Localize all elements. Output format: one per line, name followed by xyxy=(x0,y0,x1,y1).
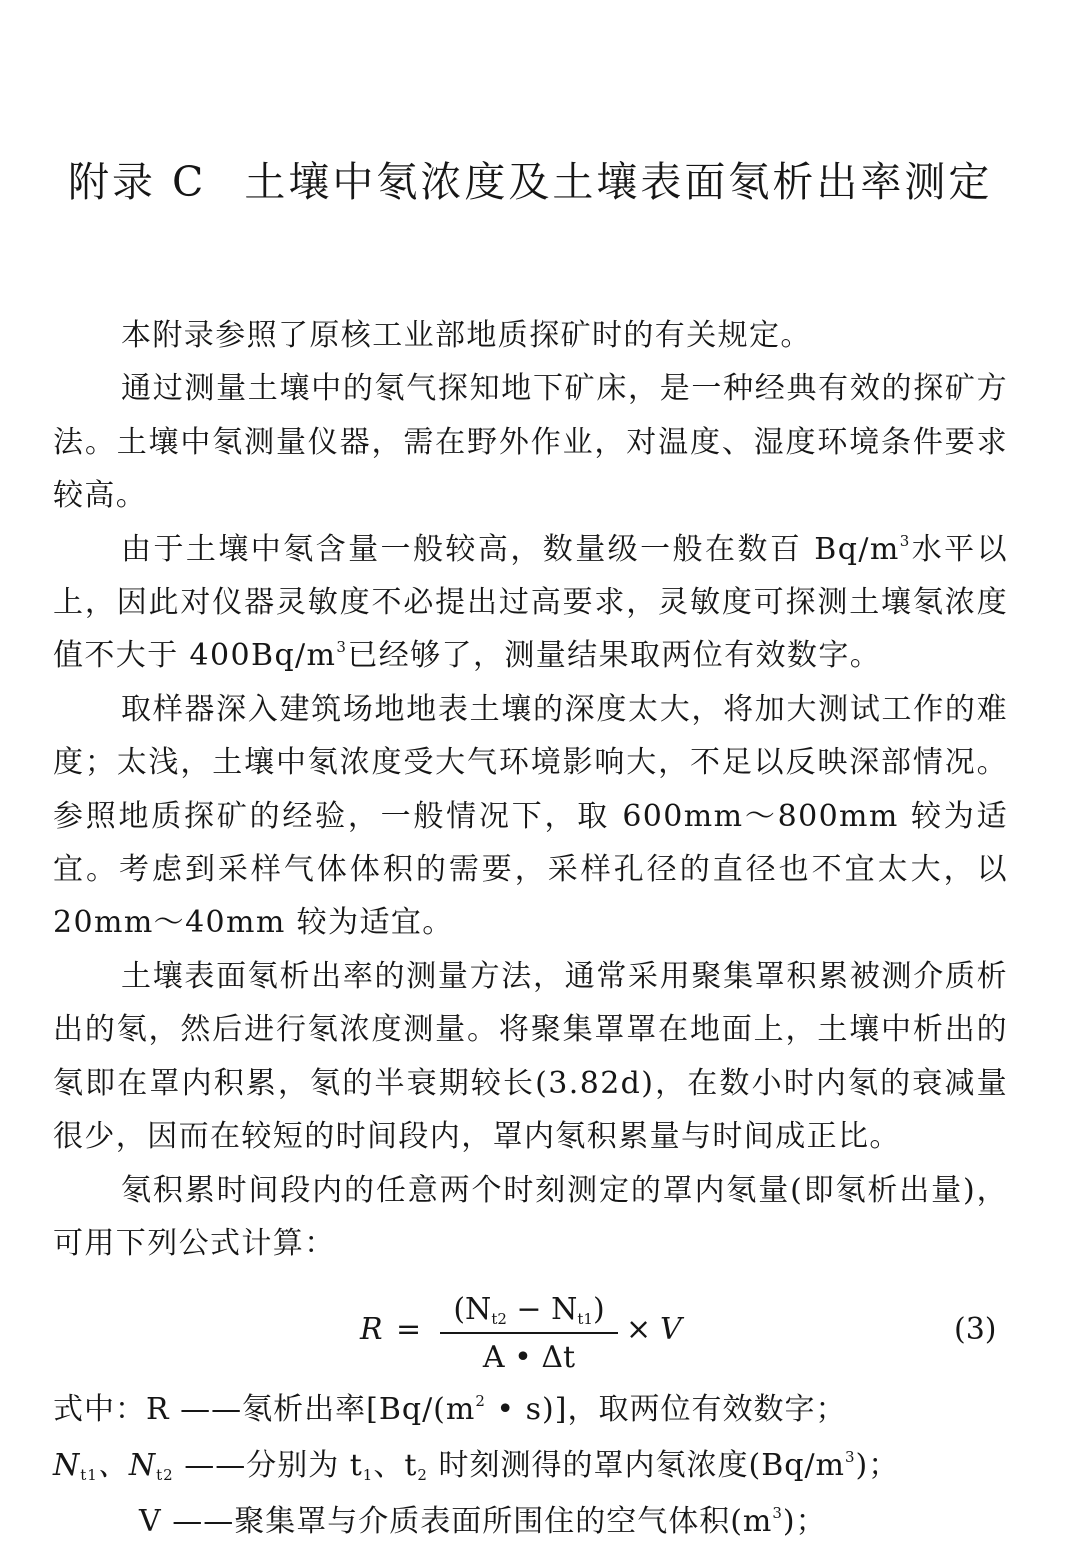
definition-n-dash: ——分别为 t xyxy=(173,1448,363,1483)
subscript-t2: t2 xyxy=(491,1310,507,1328)
symbol-n-sep: 、N xyxy=(97,1448,157,1483)
paragraph-3-part-c: 已经够了，测量结果取两位有效数字。 xyxy=(347,638,882,674)
formula-numerator xyxy=(440,1290,618,1330)
symbol-n: N xyxy=(53,1448,81,1483)
subscript-1: 1 xyxy=(362,1466,374,1484)
definition-n-tail: )； xyxy=(855,1448,900,1483)
definition-v-tail: )； xyxy=(782,1504,827,1539)
definition-r-text: 氡析出率[Bq/(m xyxy=(242,1392,476,1427)
numerator-minus: − N xyxy=(506,1292,578,1327)
definition-n xyxy=(53,1438,1008,1494)
paragraph-1: 本附录参照了原核工业部地质探矿时的有关规定。 xyxy=(121,318,812,353)
definition-v-label: V —— xyxy=(139,1504,235,1539)
definition-r xyxy=(53,1382,1008,1438)
definition-r-tail: • s)]，取两位有效数字； xyxy=(485,1392,847,1427)
superscript-3: 3 xyxy=(899,531,911,550)
definition-n-text: 时刻测得的罩内氡浓度(Bq/m xyxy=(427,1448,845,1483)
definition-v-text: 聚集罩与介质表面所围住的空气体积(m xyxy=(234,1504,773,1539)
definition-r-label: 式中：R —— xyxy=(53,1392,243,1427)
appendix-label: 附录 C xyxy=(68,158,207,206)
paragraph-3-part-b: 水平以上，因此对仪器灵敏度不必提出过高要求，灵敏度可探测土壤氡浓度值不大于 400Bq/m xyxy=(53,531,1008,674)
equation-number: (3) xyxy=(954,1312,997,1347)
definition-n-mid: 、t xyxy=(373,1448,418,1483)
paragraph-6: 氡积累时间段内的任意两个时刻测定的罩内氡量(即氡析出量)，可用下列公式计算： xyxy=(53,1172,1008,1261)
paragraph-3 xyxy=(53,523,1008,683)
appendix-title xyxy=(68,150,1008,214)
subscript-2: 2 xyxy=(417,1466,428,1484)
paragraph-3-part-a: 由于土壤中氡含量一般较高，数量级一般在数百 Bq/m xyxy=(121,531,900,567)
numerator-open: (N xyxy=(453,1292,492,1327)
superscript-2: 2 xyxy=(475,1392,486,1410)
subscript-t1: t1 xyxy=(80,1466,98,1484)
definition-v xyxy=(53,1494,1008,1550)
formula-equals: = xyxy=(396,1312,422,1347)
superscript-3: 3 xyxy=(772,1504,783,1522)
paragraph-5: 土壤表面氡析出率的测量方法，通常采用聚集罩积累被测介质析出的氡，然后进行氡浓度测量。将聚集罩罩在地面上，土壤中析出的氡即在罩内积累，氡的半衰期较长(3.82d)，在数小时内氡的衰减量很少，因而在较短的时间段内，罩内氡积累量与时间成正比。 xyxy=(53,958,1008,1155)
formula-times: × xyxy=(626,1312,652,1347)
fraction-bar xyxy=(440,1332,618,1334)
appendix-title-text: 土壤中氡浓度及土壤表面氡析出率测定 xyxy=(244,158,993,206)
numerator-close: ) xyxy=(592,1292,605,1327)
body-text xyxy=(53,309,1008,1270)
subscript-t2: t2 xyxy=(156,1466,174,1484)
formula-lhs: R xyxy=(360,1312,383,1347)
superscript-3: 3 xyxy=(336,638,348,657)
superscript-3: 3 xyxy=(845,1448,856,1466)
formula-definitions xyxy=(53,1382,1008,1550)
formula-denominator: A • Δt xyxy=(482,1340,576,1375)
formula-volume: V xyxy=(660,1312,682,1347)
subscript-t1: t1 xyxy=(577,1310,593,1328)
formula-3 xyxy=(360,1290,1000,1380)
formula-fraction xyxy=(440,1290,618,1378)
paragraph-4: 取样器深入建筑场地地表土壤的深度太大，将加大测试工作的难度；太浅，土壤中氡浓度受大气环境影响大，不足以反映深部情况。参照地质探矿的经验，一般情况下，取 600mm～800mm 较为适宜。考虑到采样气体体积的需要，采样孔径的直径也不宜太大，以 20mm～40mm 较为适宜。 xyxy=(53,691,1008,941)
paragraph-2: 通过测量土壤中的氡气探知地下矿床，是一种经典有效的探矿方法。土壤中氡测量仪器，需在野外作业，对温度、湿度环境条件要求较高。 xyxy=(53,371,1008,514)
